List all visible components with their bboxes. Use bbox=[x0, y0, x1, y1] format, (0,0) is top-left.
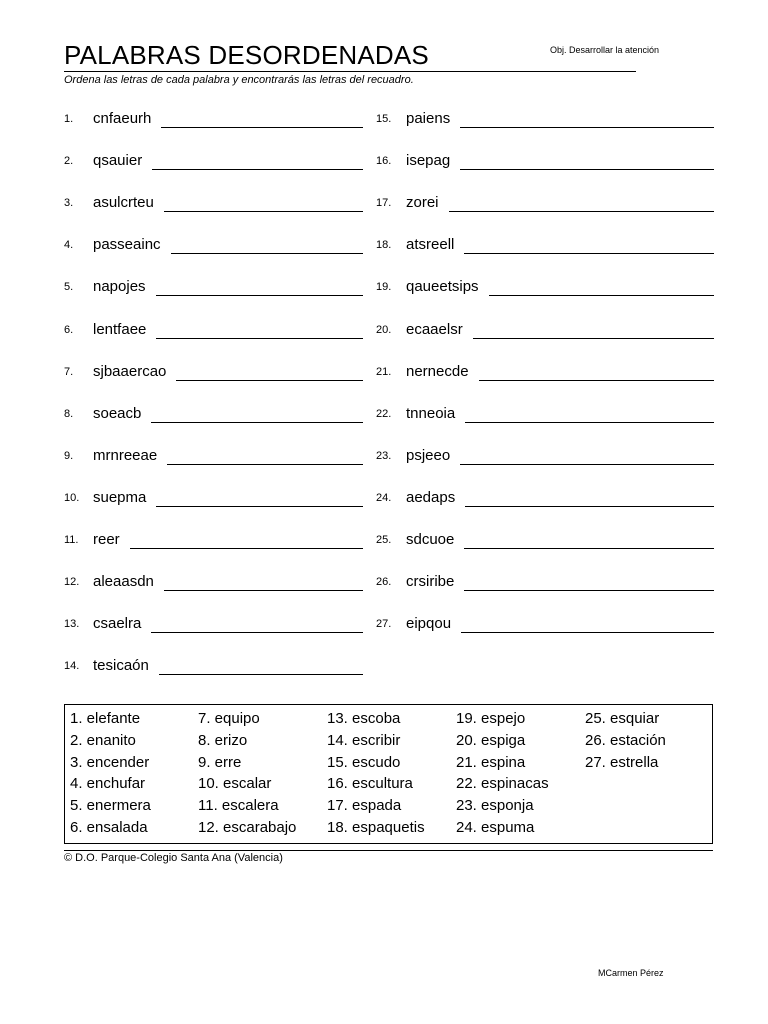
exercise-item bbox=[64, 152, 363, 172]
exercise-item bbox=[64, 657, 363, 677]
answer-blank[interactable] bbox=[164, 211, 363, 212]
scrambled-word: suepma bbox=[93, 488, 147, 506]
answer-blank[interactable] bbox=[171, 253, 363, 254]
scrambled-word: reer bbox=[93, 531, 120, 548]
exercise-item bbox=[64, 110, 363, 130]
exercise-number: 6. bbox=[64, 323, 74, 336]
exercise-item bbox=[64, 447, 363, 467]
scrambled-word: aedaps bbox=[406, 488, 456, 506]
answer-blank[interactable] bbox=[461, 632, 714, 633]
exercise-number: 13. bbox=[64, 618, 80, 631]
exercise-item bbox=[64, 615, 363, 635]
answer-blank[interactable] bbox=[489, 295, 714, 296]
word-bank-entry: 7. equipo bbox=[198, 710, 260, 727]
word-bank-entry: 25. esquiar bbox=[585, 710, 660, 727]
answer-blank[interactable] bbox=[151, 422, 363, 423]
scrambled-word: soeacb bbox=[93, 404, 142, 422]
word-bank-entry: 11. escalera bbox=[198, 797, 279, 815]
answer-blank[interactable] bbox=[156, 338, 363, 339]
exercise-number: 18. bbox=[376, 239, 392, 252]
exercise-item bbox=[376, 531, 714, 551]
scrambled-word: eipqou bbox=[406, 615, 452, 633]
word-bank-entry: 20. espiga bbox=[456, 731, 526, 749]
word-bank-entry: 14. escribir bbox=[327, 731, 401, 749]
word-bank-entry: 18. espaquetis bbox=[327, 818, 425, 836]
exercise-number: 22. bbox=[376, 407, 392, 420]
exercise-number: 24. bbox=[376, 491, 392, 504]
word-bank-entry: 24. espuma bbox=[456, 818, 535, 836]
scrambled-word: atsreell bbox=[406, 236, 455, 254]
exercise-number: 7. bbox=[64, 365, 74, 378]
exercise-number: 16. bbox=[376, 155, 392, 168]
exercise-item bbox=[376, 447, 714, 467]
exercise-number: 27. bbox=[376, 618, 392, 631]
scrambled-word: csaelra bbox=[93, 615, 142, 633]
word-bank-entry: 9. erre bbox=[198, 753, 242, 771]
answer-blank[interactable] bbox=[161, 127, 363, 128]
scrambled-word: tnneoia bbox=[406, 404, 456, 422]
exercise-number: 3. bbox=[64, 197, 74, 210]
answer-blank[interactable] bbox=[460, 127, 714, 128]
scrambled-word: asulcrteu bbox=[93, 194, 154, 212]
word-bank-entry: 16. escultura bbox=[327, 775, 413, 793]
exercise-number: 10. bbox=[64, 491, 80, 504]
exercise-number: 9. bbox=[64, 449, 74, 462]
scrambled-word: nernecde bbox=[406, 362, 469, 380]
exercise-number: 2. bbox=[64, 155, 74, 168]
word-bank-entry: 17. espada bbox=[327, 797, 402, 815]
copyright-text: © D.O. Parque-Colegio Santa Ana (Valencia) bbox=[64, 852, 283, 864]
scrambled-word: lentfaee bbox=[93, 320, 147, 338]
scrambled-word: aleaasdn bbox=[93, 573, 154, 591]
word-bank-box bbox=[64, 704, 713, 844]
word-bank-entry: 4. enchufar bbox=[70, 775, 146, 793]
scrambled-word: tesicaón bbox=[93, 657, 149, 675]
word-bank-column bbox=[585, 708, 666, 773]
word-bank-entry: 13. escoba bbox=[327, 710, 401, 727]
scrambled-word: crsiribe bbox=[406, 573, 455, 591]
worksheet-title: PALABRAS DESORDENADAS bbox=[64, 40, 429, 70]
word-bank-column bbox=[70, 708, 151, 839]
exercise-item bbox=[64, 194, 363, 214]
answer-blank[interactable] bbox=[464, 253, 714, 254]
exercise-number: 5. bbox=[64, 281, 74, 294]
exercise-item bbox=[376, 489, 714, 509]
word-bank-column bbox=[327, 708, 425, 839]
answer-blank[interactable] bbox=[465, 422, 714, 423]
exercise-item bbox=[376, 321, 714, 341]
scrambled-word: isepag bbox=[406, 152, 451, 170]
answer-blank[interactable] bbox=[464, 548, 714, 549]
title-underline bbox=[64, 71, 636, 72]
answer-blank[interactable] bbox=[159, 674, 363, 675]
word-bank-column bbox=[456, 708, 549, 839]
answer-blank[interactable] bbox=[156, 506, 363, 507]
answer-blank[interactable] bbox=[473, 338, 714, 339]
word-bank-entry: 6. ensalada bbox=[70, 818, 148, 836]
scrambled-word: mrnreeae bbox=[93, 446, 158, 464]
exercise-number: 8. bbox=[64, 407, 74, 420]
scrambled-word: ecaaelsr bbox=[406, 320, 463, 338]
word-bank-entry: 26. estación bbox=[585, 731, 666, 749]
exercise-item bbox=[376, 363, 714, 383]
exercise-item bbox=[64, 573, 363, 593]
answer-blank[interactable] bbox=[167, 464, 363, 465]
scrambled-word: qsauier bbox=[93, 152, 143, 170]
exercise-item bbox=[64, 278, 363, 298]
exercise-item bbox=[64, 236, 363, 256]
author-name: MCarmen Pérez bbox=[598, 968, 664, 978]
exercise-number: 15. bbox=[376, 113, 392, 125]
exercise-number: 25. bbox=[376, 534, 392, 546]
word-bank-entry: 1. elefante bbox=[70, 710, 141, 727]
exercise-item bbox=[64, 489, 363, 509]
word-bank-entry: 10. escalar bbox=[198, 775, 272, 793]
answer-blank[interactable] bbox=[449, 211, 714, 212]
word-bank-entry: 15. escudo bbox=[327, 753, 401, 771]
objective-note: Obj. Desarrollar la atención bbox=[550, 45, 660, 55]
exercise-number: 12. bbox=[64, 576, 80, 589]
word-bank-entry: 27. estrella bbox=[585, 753, 659, 771]
exercise-number: 11. bbox=[64, 534, 79, 546]
scrambled-word: psjeeo bbox=[406, 446, 451, 464]
exercise-number: 20. bbox=[376, 323, 392, 336]
answer-blank[interactable] bbox=[152, 169, 363, 170]
exercise-number: 17. bbox=[376, 197, 392, 210]
scrambled-word: cnfaeurh bbox=[93, 110, 152, 127]
exercise-item bbox=[376, 573, 714, 593]
exercise-item bbox=[64, 531, 363, 551]
scrambled-word: passeainc bbox=[93, 236, 161, 254]
exercise-item bbox=[64, 405, 363, 425]
exercise-number: 1. bbox=[64, 113, 74, 125]
word-bank-column bbox=[198, 708, 296, 839]
answer-blank[interactable] bbox=[151, 632, 363, 633]
exercise-number: 23. bbox=[376, 449, 392, 462]
answer-blank[interactable] bbox=[176, 380, 363, 381]
exercise-item bbox=[376, 152, 714, 172]
exercise-number: 4. bbox=[64, 239, 74, 252]
scrambled-word: napojes bbox=[93, 278, 146, 296]
exercise-item bbox=[376, 110, 714, 130]
scrambled-word: paiens bbox=[406, 110, 451, 127]
word-bank-entry: 2. enanito bbox=[70, 731, 136, 749]
word-bank-entry: 23. esponja bbox=[456, 797, 534, 815]
word-bank-entry: 19. espejo bbox=[456, 710, 526, 727]
answer-blank[interactable] bbox=[164, 590, 363, 591]
answer-blank[interactable] bbox=[465, 506, 714, 507]
word-bank-entry: 21. espina bbox=[456, 753, 526, 771]
exercise-number: 26. bbox=[376, 576, 392, 589]
word-bank-entry: 8. erizo bbox=[198, 731, 248, 749]
exercise-number: 14. bbox=[64, 660, 80, 673]
word-bank-entry: 5. enermera bbox=[70, 797, 151, 815]
instructions-text: Ordena las letras de cada palabra y encontrarás las letras del recuadro. bbox=[64, 74, 414, 86]
scrambled-word: qaueetsips bbox=[406, 278, 479, 296]
answer-blank[interactable] bbox=[460, 464, 714, 465]
exercise-item bbox=[376, 194, 714, 214]
scrambled-word: sdcuoe bbox=[406, 531, 455, 548]
scrambled-word: zorei bbox=[406, 194, 439, 212]
exercise-item bbox=[64, 321, 363, 341]
footer-rule bbox=[64, 850, 713, 851]
word-bank-entry: 3. encender bbox=[70, 753, 150, 771]
exercise-item bbox=[376, 615, 714, 635]
word-bank-entry: 22. espinacas bbox=[456, 775, 549, 793]
answer-blank[interactable] bbox=[460, 169, 714, 170]
answer-blank[interactable] bbox=[156, 295, 363, 296]
exercise-item bbox=[376, 236, 714, 256]
exercise-item bbox=[64, 363, 363, 383]
answer-blank[interactable] bbox=[479, 380, 714, 381]
answer-blank[interactable] bbox=[130, 548, 363, 549]
answer-blank[interactable] bbox=[464, 590, 714, 591]
exercise-number: 19. bbox=[376, 281, 392, 294]
word-bank-entry: 12. escarabajo bbox=[198, 818, 297, 836]
exercise-number: 21. bbox=[376, 365, 392, 378]
exercise-item bbox=[376, 405, 714, 425]
scrambled-word: sjbaaercao bbox=[93, 362, 167, 380]
exercise-item bbox=[376, 278, 714, 298]
